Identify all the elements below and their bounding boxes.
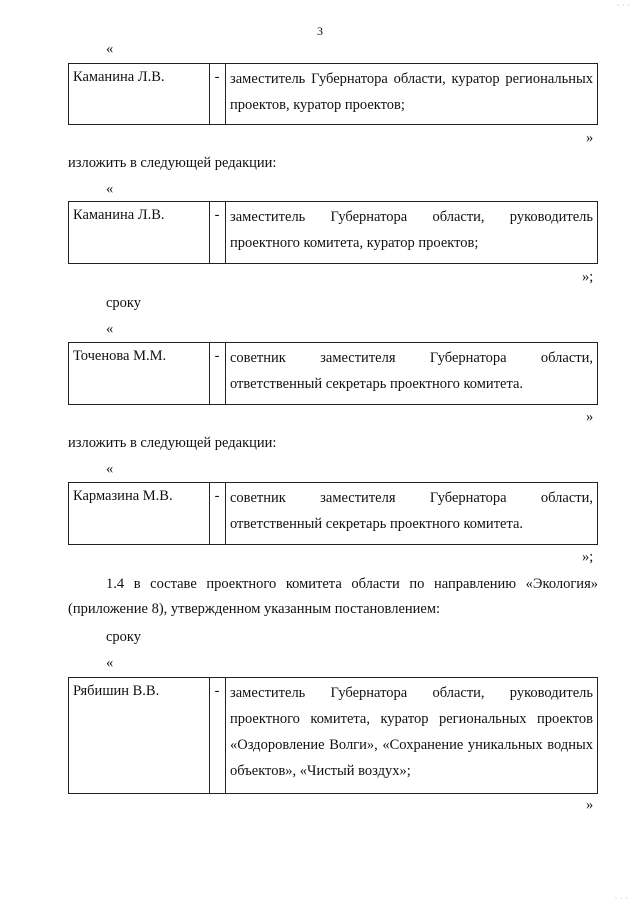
close-quote: »; (582, 269, 594, 285)
member-role: заместитель Губернатора области, руководитель проектного комитета, куратор региональных проектов «Оздоровление Волги», «Сохранение уникальных водных объектов», «Чистый воздух»; (230, 685, 593, 779)
open-quote: « (106, 41, 114, 57)
word-line: сроку (106, 629, 142, 645)
close-quote: » (586, 130, 594, 146)
open-quote: « (106, 181, 114, 197)
close-quote: » (586, 409, 594, 425)
member-name: Кармазина М.В. (73, 488, 173, 504)
member-role: заместитель Губернатора области, руководитель проектного комитета, куратор проектов; (230, 209, 593, 251)
dash-separator: - (214, 488, 220, 504)
members-table (68, 677, 598, 794)
close-quote: » (586, 797, 594, 813)
page-number: 3 (317, 24, 323, 38)
instruction-text: изложить в следующей редакции: (68, 155, 277, 171)
member-name: Точенова М.М. (73, 348, 167, 364)
member-name: Каманина Л.В. (73, 69, 165, 85)
members-table (68, 201, 598, 264)
dash-separator: - (214, 207, 220, 223)
member-role: советник заместителя Губернатора области, ответственный секретарь проектного комитета. (230, 490, 593, 532)
member-name: Каманина Л.В. (73, 207, 165, 223)
member-role: советник заместителя Губернатора области, ответственный секретарь проектного комитета. (230, 350, 593, 392)
members-table (68, 63, 598, 125)
scan-mark-bottom: · · · (614, 893, 628, 903)
dash-separator: - (214, 348, 220, 364)
close-quote: »; (582, 549, 594, 565)
scan-mark-top: · · · (616, 0, 630, 10)
word-line: сроку (106, 295, 142, 311)
item-paragraph: 1.4 в составе проектного комитета области по направлению «Экология» (приложение 8), утвержденном указанным постановлением: (68, 576, 598, 617)
dash-separator: - (214, 69, 220, 85)
member-name: Рябишин В.В. (73, 683, 160, 699)
open-quote: « (106, 655, 114, 671)
members-table (68, 342, 598, 405)
dash-separator: - (214, 683, 220, 699)
instruction-text: изложить в следующей редакции: (68, 435, 277, 451)
open-quote: « (106, 461, 114, 477)
open-quote: « (106, 321, 114, 337)
member-role: заместитель Губернатора области, куратор региональных проектов, куратор проектов; (230, 71, 593, 113)
members-table (68, 482, 598, 545)
